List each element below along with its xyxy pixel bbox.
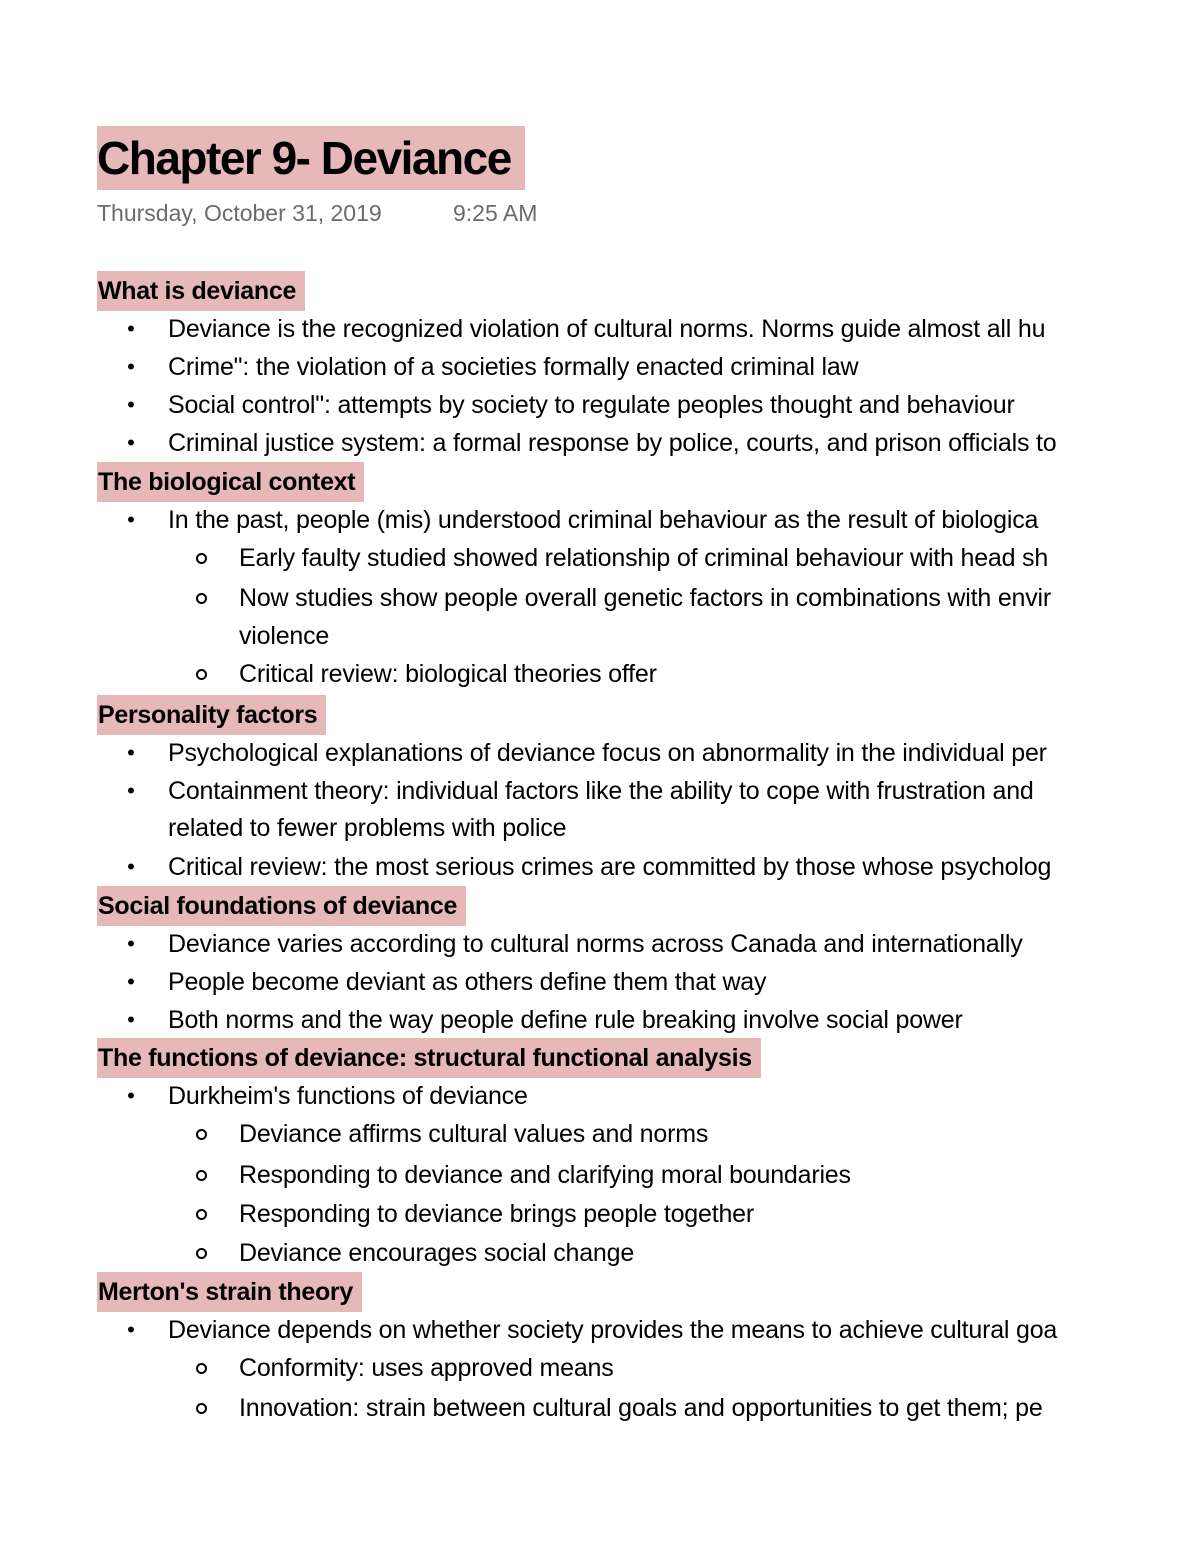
section-heading-mertons-strain-theory: Merton's strain theory [97, 1272, 362, 1312]
sub-list-item: Conformity: uses approved means [239, 1354, 614, 1382]
circle-bullet-icon [194, 540, 210, 576]
circle-bullet-icon [194, 1390, 210, 1426]
section-heading-personality-factors: Personality factors [97, 695, 326, 735]
bullet-icon: • [127, 740, 135, 765]
list-item: Social control": attempts by society to regulate peoples thought and behaviour [168, 391, 1015, 419]
list-item: Deviance varies according to cultural norms across Canada and internationally [168, 930, 1023, 958]
sub-list-item: Responding to deviance brings people together [239, 1200, 754, 1228]
section-heading-what-is-deviance: What is deviance [97, 271, 305, 311]
sub-list-item: Now studies show people overall genetic factors in combinations with envir [239, 584, 1052, 612]
bullet-icon: • [127, 1007, 135, 1032]
circle-bullet-icon [194, 1157, 210, 1193]
bullet-icon: • [127, 316, 135, 341]
bullet-icon: • [127, 1317, 135, 1342]
circle-bullet-icon [194, 1116, 210, 1152]
sub-list-item: Deviance encourages social change [239, 1239, 635, 1267]
bullet-icon: • [127, 931, 135, 956]
list-item: Deviance is the recognized violation of cultural norms. Norms guide almost all hu [168, 315, 1046, 343]
circle-bullet-icon [194, 1235, 210, 1271]
list-item: Both norms and the way people define rule breaking involve social power [168, 1006, 963, 1034]
bullet-icon: • [127, 354, 135, 379]
bullet-icon: • [127, 778, 135, 803]
bullet-icon: • [127, 1083, 135, 1108]
list-item: Critical review: the most serious crimes are committed by those whose psycholog [168, 853, 1052, 881]
circle-bullet-icon [194, 1196, 210, 1232]
list-item: Containment theory: individual factors like the ability to cope with frustration and [168, 777, 1034, 805]
list-item: Psychological explanations of deviance focus on abnormality in the individual per [168, 739, 1047, 767]
note-date: Thursday, October 31, 2019 [97, 200, 382, 226]
list-item: Crime": the violation of a societies formally enacted criminal law [168, 353, 859, 381]
sub-list-item: Innovation: strain between cultural goals and opportunities to get them; pe [239, 1394, 1043, 1422]
bullet-icon: • [127, 507, 135, 532]
sub-list-item: Critical review: biological theories offer [239, 660, 657, 688]
sub-list-item: Deviance affirms cultural values and norms [239, 1120, 709, 1148]
circle-bullet-icon [194, 1350, 210, 1386]
bullet-icon: • [127, 969, 135, 994]
list-item: People become deviant as others define them that way [168, 968, 767, 996]
list-item: In the past, people (mis) understood criminal behaviour as the result of biologica [168, 506, 1039, 534]
list-item: Durkheim's functions of deviance [168, 1082, 528, 1110]
note-timestamp [97, 198, 538, 228]
page-title: Chapter 9- Deviance [97, 126, 525, 190]
section-heading-functions-of-deviance: The functions of deviance: structural functional analysis [97, 1038, 761, 1078]
sub-list-item: Early faulty studied showed relationship of criminal behaviour with head sh [239, 544, 1049, 572]
section-heading-biological-context: The biological context [97, 462, 364, 502]
circle-bullet-icon [194, 580, 210, 616]
bullet-icon: • [127, 392, 135, 417]
list-item: Criminal justice system: a formal response by police, courts, and prison officials to [168, 429, 1057, 457]
section-heading-social-foundations: Social foundations of deviance [97, 886, 466, 926]
sub-list-item: Responding to deviance and clarifying moral boundaries [239, 1161, 851, 1189]
list-item: Deviance depends on whether society provides the means to achieve cultural goa [168, 1316, 1058, 1344]
circle-bullet-icon [194, 656, 210, 692]
sub-list-item-continuation: violence [239, 622, 330, 650]
bullet-icon: • [127, 854, 135, 879]
note-time: 9:25 AM [453, 200, 538, 226]
list-item-continuation: related to fewer problems with police [168, 814, 567, 842]
bullet-icon: • [127, 430, 135, 455]
